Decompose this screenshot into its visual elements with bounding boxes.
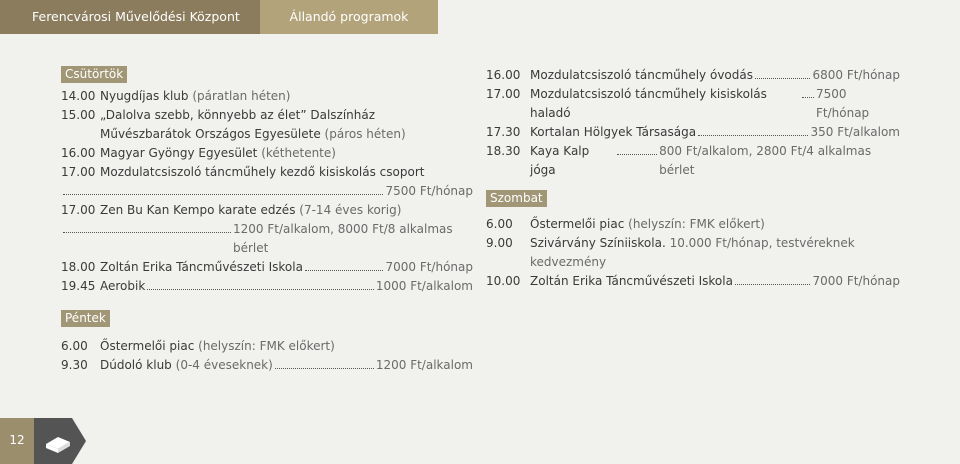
list-item: [61, 87, 473, 106]
item-name: Aerobik: [100, 279, 146, 293]
header-bar: [0, 0, 960, 34]
item-name: Őstermelői piac: [530, 217, 625, 231]
list-item: [61, 356, 473, 375]
item-note: (0-4 éveseknek): [175, 358, 273, 372]
book-icon: [34, 418, 86, 464]
item-price: 7500 Ft/hónap: [816, 87, 870, 120]
leader-dots: [755, 78, 810, 79]
page-number: 12: [9, 433, 25, 447]
item-name: Kaya Kalp jóga: [530, 144, 590, 177]
item-name: Mozdulatcsiszoló táncműhely kisiskolás haladó: [530, 87, 767, 120]
item-name: Zen Bu Kan Kempo karate edzés: [100, 203, 296, 217]
page-footer: [0, 418, 86, 464]
item-time: 6.00: [486, 217, 513, 231]
leader-dots: [63, 232, 231, 233]
list-item: [61, 337, 473, 356]
item-note: (páros héten): [324, 127, 406, 141]
item-time: 9.00: [486, 236, 513, 250]
day-badge-thursday: Csütörtök: [61, 66, 127, 83]
item-name: Zoltán Erika Táncművészeti Iskola: [100, 260, 303, 274]
item-time: 10.00: [486, 274, 521, 288]
item-note: (helyszín: FMK előkert): [198, 339, 335, 353]
item-time: 6.00: [61, 339, 88, 353]
item-note: (kéthetente): [261, 146, 336, 160]
item-time: 18.30: [486, 144, 521, 158]
header-spacer: [438, 0, 960, 34]
left-column: [61, 66, 473, 375]
item-time: 14.00: [61, 89, 96, 103]
list-item: [486, 215, 900, 234]
item-name: Szivárvány Színiiskola.: [530, 236, 666, 250]
list-item: [61, 144, 473, 163]
item-price: 7000 Ft/hónap: [385, 260, 473, 274]
item-time: 17.00: [61, 203, 96, 217]
list-item: [61, 258, 473, 277]
item-name: Őstermelői piac: [100, 339, 195, 353]
leader-dots: [275, 368, 374, 369]
item-name: Mozdulatcsiszoló táncműhely óvodás: [530, 68, 753, 82]
list-item: [486, 234, 900, 272]
list-item: [61, 277, 473, 296]
item-name: Zoltán Erika Táncművészeti Iskola: [530, 274, 733, 288]
item-name: Magyar Gyöngy Egyesület: [100, 146, 258, 160]
price-line: [61, 182, 473, 201]
list-item: [486, 272, 900, 291]
day-badge-saturday: Szombat: [486, 190, 547, 207]
item-price: 6800 Ft/hónap: [812, 68, 900, 82]
item-price: 10.000 Ft/hónap, testvéreknek kedvezmény: [530, 236, 855, 269]
org-name: Ferencvárosi Művelődési Központ: [0, 0, 260, 34]
right-column: [486, 66, 900, 291]
list-item: [486, 142, 900, 180]
list-item: [61, 106, 473, 144]
leader-dots: [698, 135, 808, 136]
item-time: 16.00: [61, 146, 96, 160]
list-item: [61, 163, 473, 182]
list-item: [61, 201, 473, 220]
leader-dots: [305, 270, 384, 271]
item-price: 1200 Ft/alkalom: [375, 358, 473, 372]
item-time: 17.00: [61, 165, 96, 179]
item-name: „Dalolva szebb, könnyebb az élet” Dalszínház Művészbarátok Országos Egyesülete: [100, 108, 376, 141]
item-time: 17.30: [486, 125, 521, 139]
leader-dots: [63, 194, 383, 195]
item-name: Nyugdíjas klub: [100, 89, 189, 103]
item-time: 15.00: [61, 108, 96, 122]
leader-dots: [735, 284, 811, 285]
leader-dots: [617, 154, 657, 155]
item-price: 7000 Ft/hónap: [812, 274, 900, 288]
item-time: 16.00: [486, 68, 521, 82]
item-name: Kortalan Hölgyek Társasága: [530, 125, 697, 139]
list-item: [486, 123, 900, 142]
item-time: 17.00: [486, 87, 521, 101]
list-item: [486, 66, 900, 85]
section-title: Állandó programok: [260, 0, 438, 34]
item-time: 9.30: [61, 358, 88, 372]
item-price: 7500 Ft/hónap: [385, 184, 473, 198]
leader-dots: [147, 289, 374, 290]
item-note: (páratlan héten): [192, 89, 291, 103]
item-time: 18.00: [61, 260, 96, 274]
item-name: Mozdulatcsiszoló táncműhely kezdő kisiskolás csoport: [100, 165, 425, 179]
day-badge-friday: Péntek: [61, 310, 110, 327]
item-note: (7-14 éves korig): [299, 203, 402, 217]
item-price: 350 Ft/alkalom: [810, 125, 900, 139]
price-line: [61, 220, 473, 258]
leader-dots: [802, 97, 814, 98]
item-price: 1200 Ft/alkalom, 8000 Ft/8 alkalmas bérlet: [233, 222, 453, 255]
item-price: 800 Ft/alkalom, 2800 Ft/4 alkalmas bérlet: [659, 144, 872, 177]
item-note: (helyszín: FMK előkert): [628, 217, 765, 231]
list-item: [486, 85, 900, 123]
item-price: 1000 Ft/alkalom: [375, 279, 473, 293]
item-name: Dúdoló klub: [100, 358, 172, 372]
item-time: 19.45: [61, 279, 96, 293]
